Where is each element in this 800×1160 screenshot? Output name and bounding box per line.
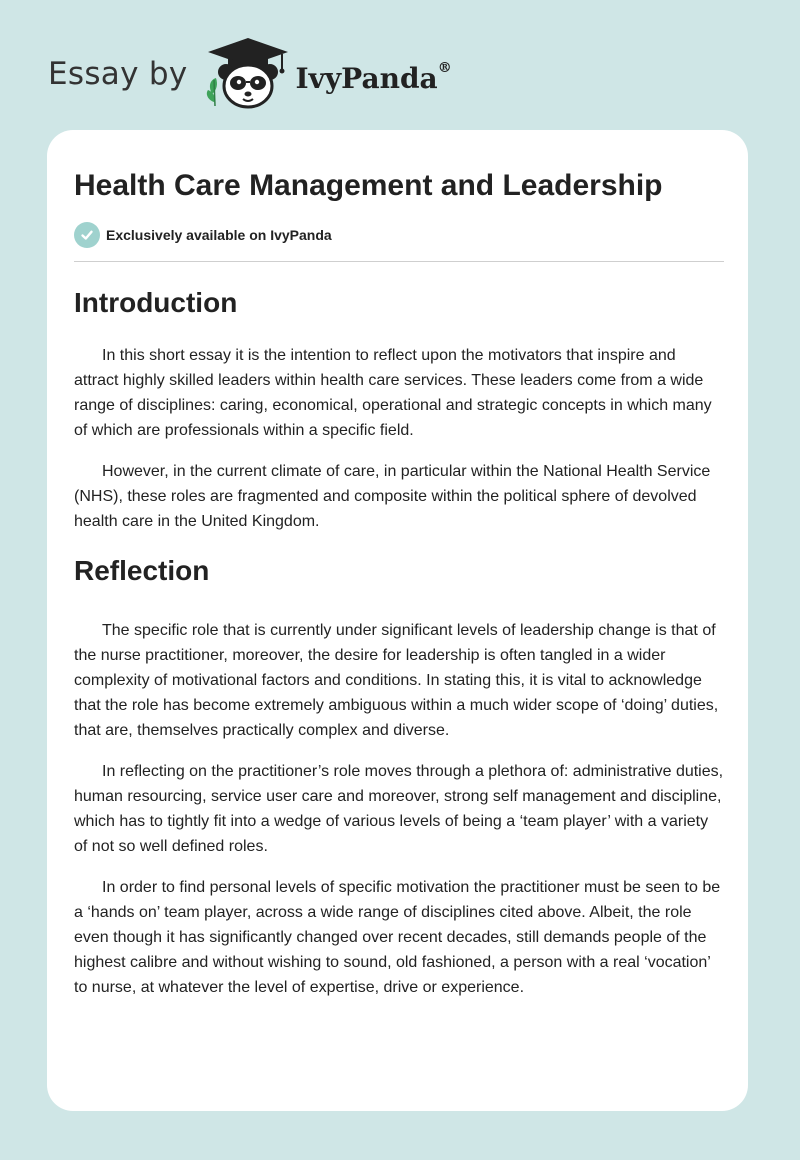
- essay-content: [74, 166, 724, 1000]
- essay-by-label: Essay by: [48, 55, 188, 92]
- brand-label: IvyPanda: [295, 62, 438, 95]
- divider: [74, 261, 724, 262]
- paragraph: In reflecting on the practitioner’s role moves through a plethora of: administrative duties, human resourcing, service user care and moreover, strong self management and discipline, which has to tightly fit into a wedge of various levels of being a ‘team player’ with a variety of not so well defined roles.: [74, 763, 724, 855]
- paragraph: However, in the current climate of care, in particular within the National Health Service (NHS), these roles are fragmented and composite within the political sphere of devolved health care in the United Kingdom.: [74, 463, 711, 530]
- panda-graduate-icon: [202, 36, 294, 112]
- registered-mark: ®: [437, 60, 452, 76]
- site-header: [48, 34, 452, 114]
- paragraph: In this short essay it is the intention to reflect upon the motivators that inspire and attract highly skilled leaders within health care services. These leaders come from a wide range of disciplines: caring, economical, operational and strategic concepts in which many of which are professionals within a specific field.: [74, 347, 712, 439]
- essay-card: [47, 130, 748, 1111]
- brand-name[interactable]: [295, 60, 452, 95]
- section-heading-introduction: Introduction: [74, 287, 238, 318]
- paragraph: In order to find personal levels of specific motivation the practitioner must be seen to be a ‘hands on’ team player, across a wide range of disciplines cited above. Albeit, the role even though it has significantly changed over recent decades, still demands people of the highest calibre and without wishing to sound, old fashioned, a person with a real ‘vocation’ to nurse, at whatever the level of expertise, drive or experience.: [74, 879, 721, 996]
- exclusive-badge-label: Exclusively available on IvyPanda: [106, 227, 332, 243]
- paragraph: The specific role that is currently under significant levels of leadership change is that of the nurse practitioner, moreover, the desire for leadership is often tangled in a wider complexity of motivational factors and conditions. In stating this, it is vital to acknowledge that the role has become extremely ambiguous within a much wider scope of ‘doing’ duties, that are, themselves practically complex and diverse.: [74, 622, 719, 739]
- page-title: Health Care Management and Leadership: [74, 169, 663, 202]
- check-circle-icon: [74, 222, 100, 248]
- section-heading-reflection: Reflection: [74, 555, 210, 586]
- exclusive-badge: [74, 222, 724, 248]
